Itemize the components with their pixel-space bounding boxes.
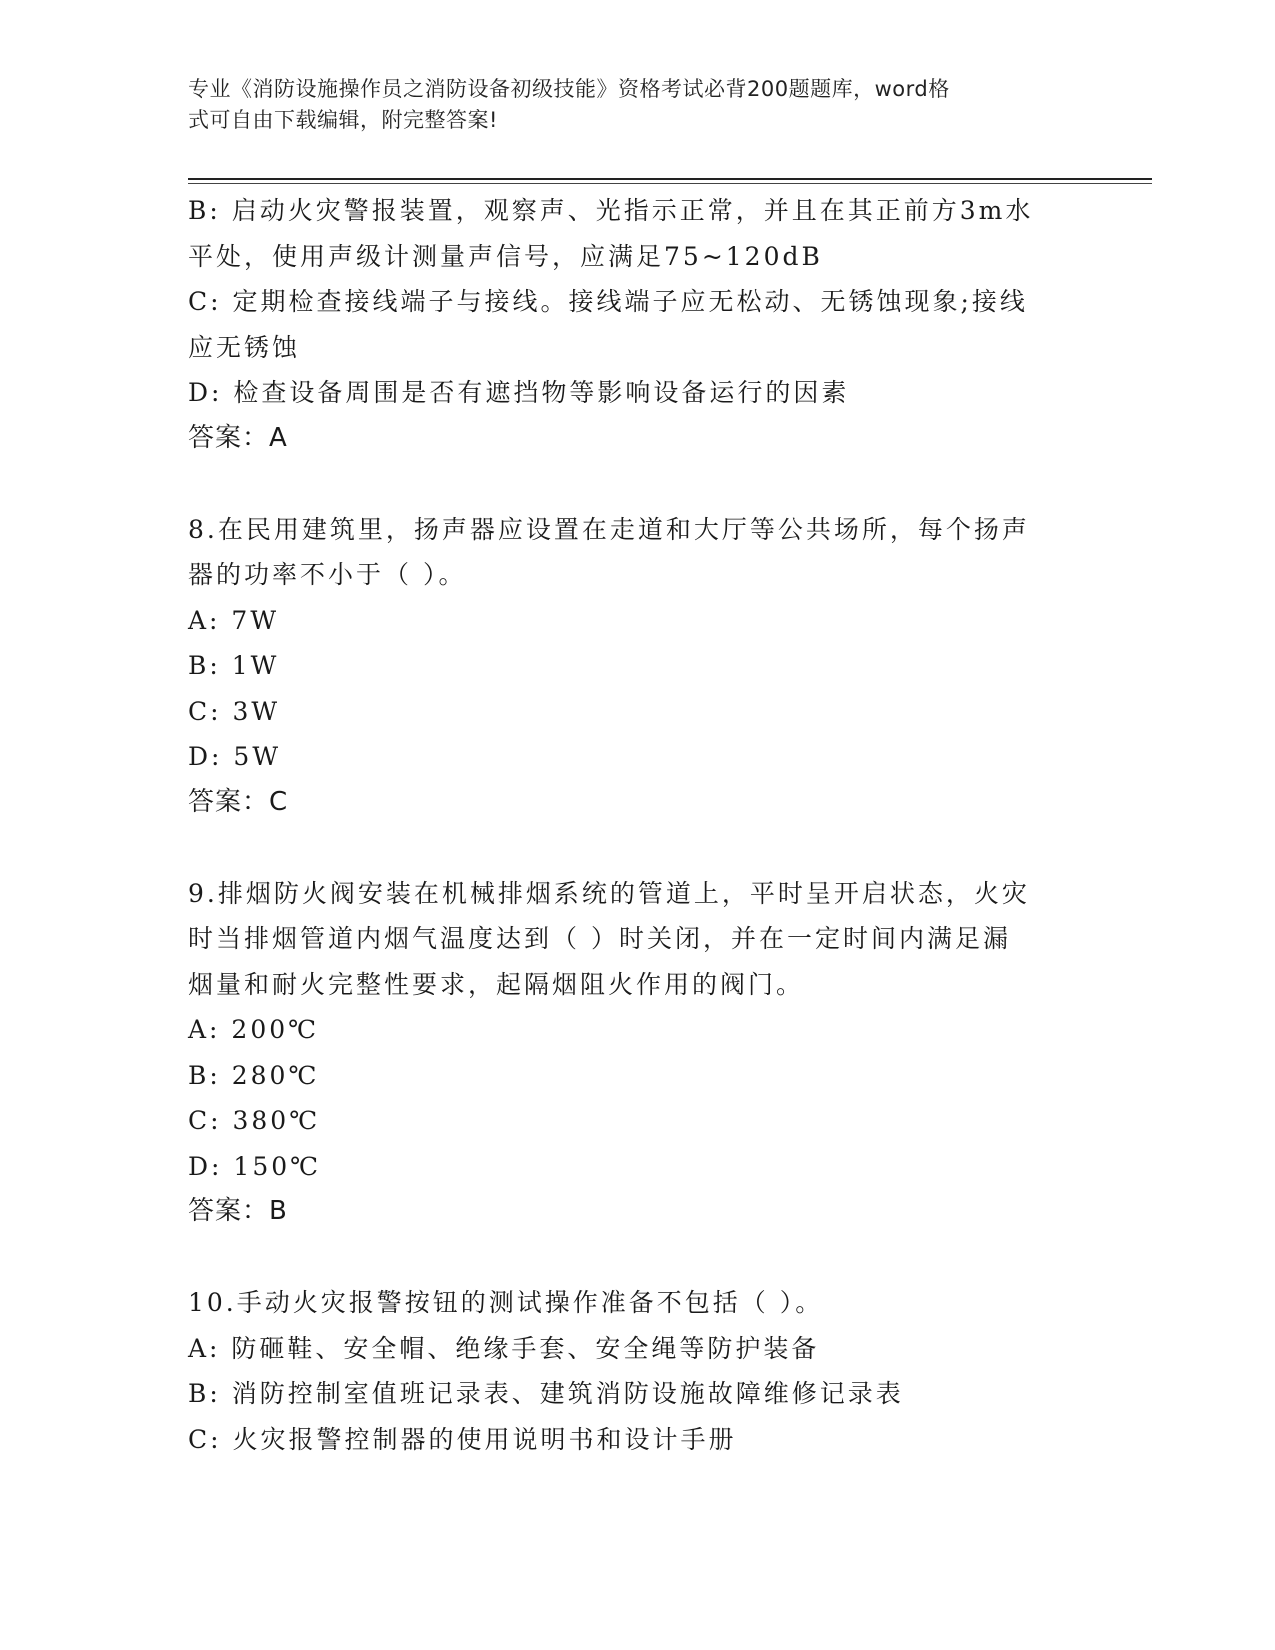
question-8 [188, 507, 1068, 826]
option-b: B: 消防控制室值班记录表、建筑消防设施故障维修记录表 [188, 1379, 904, 1408]
question-stem: 9.排烟防火阀安装在机械排烟系统的管道上，平时呈开启状态，火灾 [188, 878, 1030, 908]
option-d: D: 检查设备周围是否有遮挡物等影响设备运行的因素 [188, 378, 850, 407]
option-a: A: 7W [188, 605, 280, 635]
option-a: A: 200℃ [188, 1015, 320, 1044]
option-d: D: 150℃ [188, 1151, 322, 1181]
option-b: B: 1W [188, 651, 280, 680]
answer: 答案：A [188, 422, 288, 453]
spacer [188, 825, 1068, 871]
option-c: C: 定期检查接线端子与接线。接线端子应无松动、无锈蚀现象;接线 [188, 287, 1028, 316]
question-10 [188, 1280, 1068, 1462]
header-divider [188, 178, 1152, 180]
question-stem-cont: 烟量和耐火完整性要求，起隔烟阻火作用的阀门。 [188, 969, 805, 999]
option-b: B: 280℃ [188, 1060, 320, 1090]
option-c: C: 3W [188, 696, 281, 726]
option-b: B: 启动火灾警报装置，观察声、光指示正常，并且在其正前方3m水 [188, 196, 1034, 225]
option-d: D: 5W [188, 742, 282, 771]
question-stem: 10.手动火灾报警按钮的测试操作准备不包括（ ）。 [188, 1288, 824, 1317]
header-line: 专业《消防设施操作员之消防设备初级技能》资格考试必背200题题库，word格 [188, 77, 950, 101]
option-c: C: 火灾报警控制器的使用说明书和设计手册 [188, 1424, 737, 1454]
option-c-cont: 应无锈蚀 [188, 332, 301, 362]
answer: 答案：B [188, 1196, 288, 1226]
document-header [188, 74, 1068, 136]
question-9 [188, 871, 1068, 1235]
header-line: 式可自由下载编辑，附完整答案! [188, 108, 498, 132]
question-list [188, 188, 1068, 1462]
header-divider-thin [188, 183, 1152, 184]
question-stem-cont: 器的功率不小于（ ）。 [188, 560, 467, 589]
question-stem-cont: 时当排烟管道内烟气温度达到（ ）时关闭，并在一定时间内满足漏 [188, 924, 1011, 953]
spacer [188, 461, 1068, 507]
question-7-continued [188, 188, 1068, 461]
option-a: A: 防砸鞋、安全帽、绝缘手套、安全绳等防护装备 [188, 1333, 820, 1363]
spacer [188, 1235, 1068, 1281]
answer: 答案：C [188, 786, 289, 817]
option-c: C: 380℃ [188, 1106, 321, 1135]
question-stem: 8.在民用建筑里，扬声器应设置在走道和大厅等公共场所，每个扬声 [188, 514, 1030, 544]
option-b-cont: 平处，使用声级计测量声信号，应满足75~120dB [188, 241, 823, 271]
